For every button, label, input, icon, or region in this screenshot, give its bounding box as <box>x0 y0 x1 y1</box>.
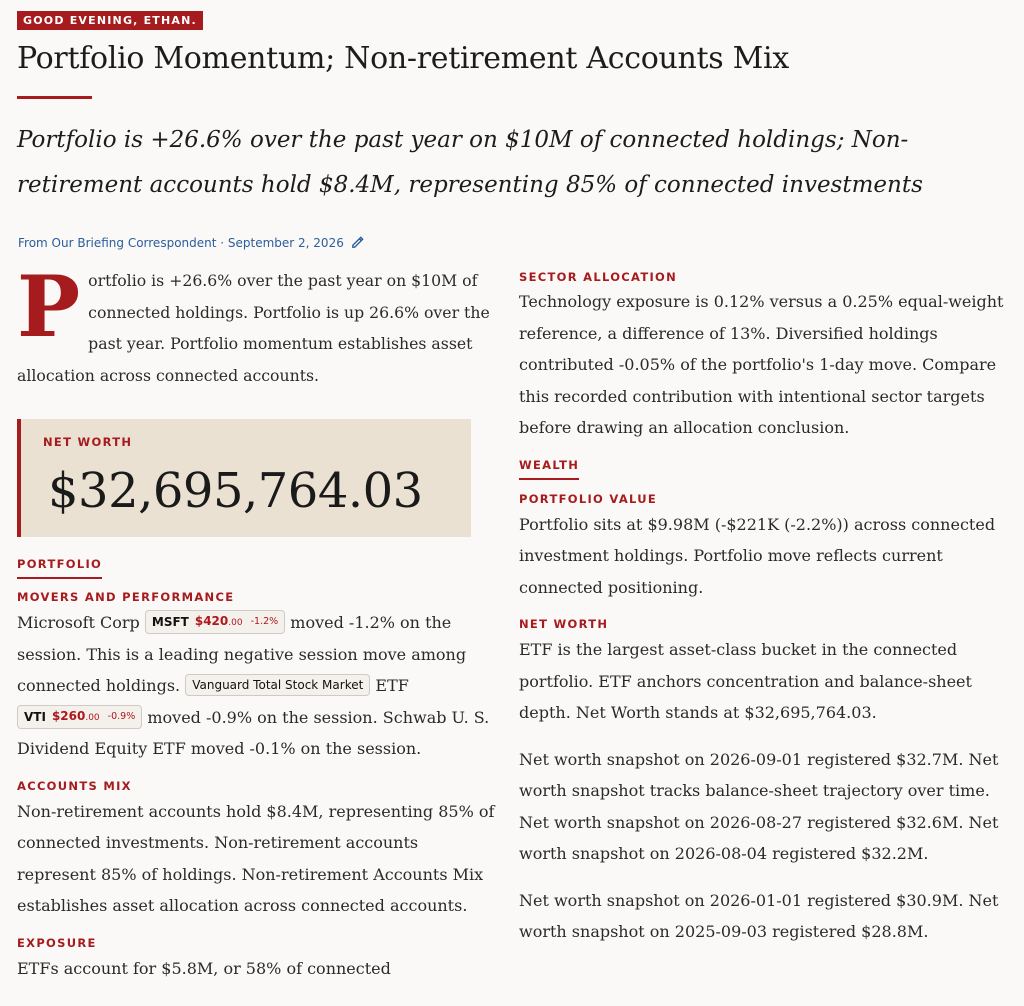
vanguard-fund-chip[interactable] <box>185 674 370 696</box>
ticker-change: -0.9% <box>107 710 136 722</box>
lede-paragraph <box>17 257 499 391</box>
net-worth-card-label: NET WORTH <box>43 435 133 449</box>
net-worth-snapshots-2: Net worth snapshot on 2026-01-01 registered $30.9M. Net worth snapshot on 2025-09-03 registered $28.8M. <box>519 890 999 941</box>
vti-ticker-chip[interactable] <box>17 705 142 729</box>
movers-text-1: Microsoft Corp <box>17 613 140 632</box>
msft-ticker-chip[interactable] <box>145 610 285 634</box>
ticker-price: $420.00 <box>194 614 243 628</box>
portfolio-value-text: Portfolio sits at $9.98M (-$221K (-2.2%)) across connected investment holdings. Portfolio move reflects current connected positioning. <box>519 514 996 597</box>
title-rule <box>17 96 92 99</box>
ticker-change: -1.2% <box>250 616 279 627</box>
left-column <box>17 257 499 984</box>
portfolio-value-label: PORTFOLIO VALUE <box>519 491 658 506</box>
accounts-mix-text: Non-retirement accounts hold $8.4M, representing 85% of connected investments. Non-retirement accounts represent 85% of holdings. Non-retirement Accounts Mix establishes asset allocation across connected accounts. <box>17 801 495 915</box>
sector-allocation-label: SECTOR ALLOCATION <box>519 270 678 284</box>
net-worth-snapshots-1: Net worth snapshot on 2026-09-01 registered $32.7M. Net worth snapshot tracks balance-sheet trajectory over time. Net worth snapshot on 2026-08-27 registered $32.6M. Net worth snapshot on 2026-08-04 registered $32.2M. <box>519 749 999 863</box>
portfolio-section-label: PORTFOLIO <box>17 557 102 579</box>
ticker-price: $260.00 <box>51 708 100 723</box>
dropcap: P <box>17 257 81 356</box>
movers-label: MOVERS AND PERFORMANCE <box>17 590 235 604</box>
page-title: Portfolio Momentum; Non-retirement Accounts Mix <box>17 41 789 76</box>
right-column <box>519 265 1009 948</box>
ticker-symbol: VTI <box>24 709 46 724</box>
accounts-mix-label: ACCOUNTS MIX <box>17 778 132 793</box>
exposure-text: ETFs account for $5.8M, or 58% of connected <box>17 958 391 978</box>
wealth-section-label: WEALTH <box>519 458 579 480</box>
net-worth-value: $32,695,764.03 <box>48 463 423 519</box>
net-worth-text: ETF is the largest asset-class bucket in the connected portfolio. ETF anchors concentration and balance-sheet depth. Net Worth stands at $32,695,764.03. <box>519 640 972 722</box>
greeting-kicker: GOOD EVENING, ETHAN. <box>17 11 203 30</box>
dek-summary: Portfolio is +26.6% over the past year on $10M of connected holdings; Non-retirement accounts hold $8.4M, representing 85% of connected investments <box>17 127 923 198</box>
pencil-icon[interactable] <box>350 235 365 250</box>
lede-text: ortfolio is +26.6% over the past year on $10M of connected holdings. Portfolio is up 26.6% over the past year. Portfolio momentum establishes asset allocation across connected accounts. <box>17 271 490 385</box>
movers-text-2: moved -1.2% on the session. This is a leading negative session move among connected holdings. <box>17 613 467 695</box>
sector-allocation-text: Technology exposure is 0.12% versus a 0.25% equal-weight reference, a difference of 13%. Diversified holdings contributed -0.05% of the portfolio's 1-day move. Compare this recorded contribution with intentional sector targets before drawing an allocation conclusion. <box>519 292 1004 437</box>
net-worth-card <box>17 419 471 537</box>
portfolio-section <box>17 553 499 984</box>
movers-text <box>17 607 499 765</box>
movers-text-3: ETF <box>375 676 409 695</box>
byline-text: From Our Briefing Correspondent · September 2, 2026 <box>18 235 344 250</box>
movers-text-4: moved -0.9% on the session. Schwab U. S. Dividend Equity ETF moved -0.1% on the session. <box>17 707 490 758</box>
exposure-label: EXPOSURE <box>17 935 97 950</box>
ticker-symbol: MSFT <box>151 615 189 629</box>
byline <box>18 235 365 250</box>
net-worth-label: NET WORTH <box>519 617 609 631</box>
fund-name: Vanguard Total Stock Market <box>192 678 364 692</box>
